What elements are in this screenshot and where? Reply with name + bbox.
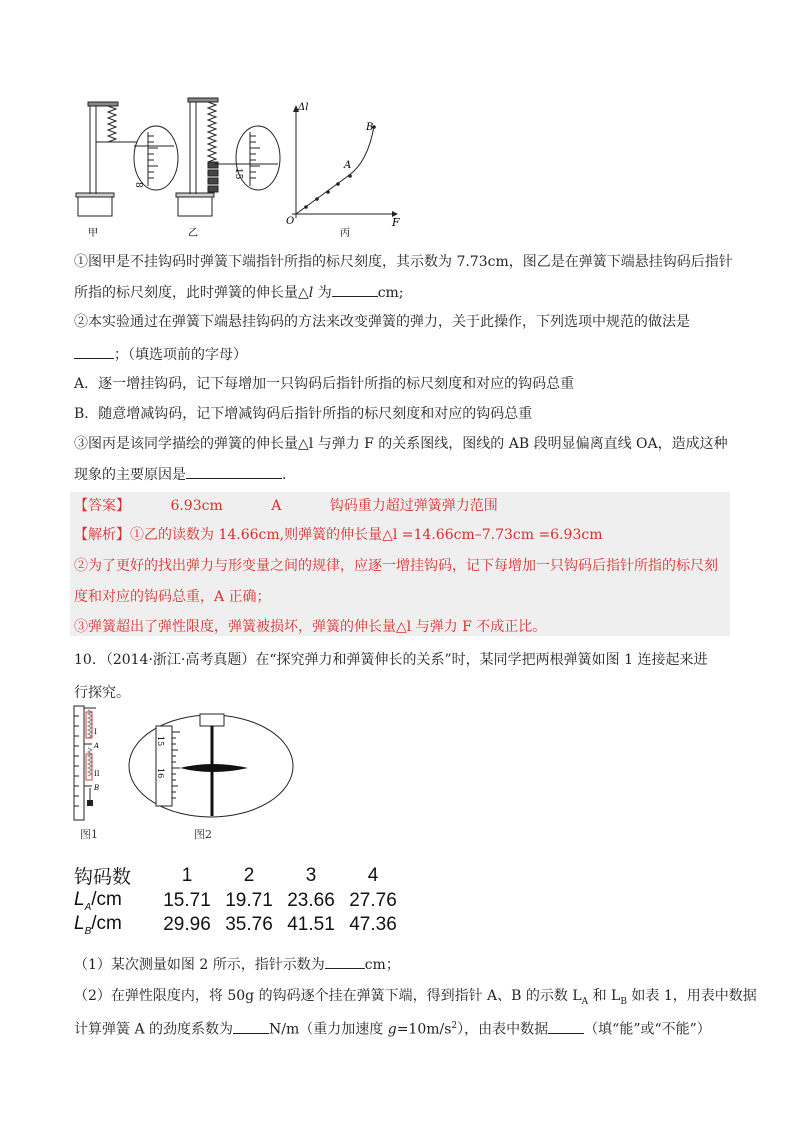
q9-line1: ①图甲是不挂钩码时弹簧下端指针所指的标尺刻度，其示数为 7.73cm，图乙是在弹簧下端悬挂钩码后指针 bbox=[74, 254, 733, 270]
blank-can-or-cannot[interactable] bbox=[548, 1019, 584, 1034]
figure-spring-apparatus bbox=[74, 96, 414, 242]
data-table bbox=[74, 862, 404, 937]
svg-text:I: I bbox=[94, 728, 97, 736]
table-header-row bbox=[74, 862, 404, 889]
table-col: 2 bbox=[243, 864, 255, 886]
caption-jia: 甲 bbox=[88, 228, 98, 239]
svg-text:15: 15 bbox=[233, 168, 243, 180]
svg-text:8: 8 bbox=[133, 182, 143, 188]
fig2-caption: 图2 bbox=[194, 828, 212, 841]
q9-option-a: A．逐一增挂钩码，记下每增加一只钩码后指针所指的标尺刻度和对应的钩码总重 bbox=[74, 376, 575, 392]
q9-line6: 现象的主要原因是 . bbox=[74, 464, 286, 485]
blank-option[interactable] bbox=[74, 344, 114, 359]
table-cell: 41.51 bbox=[287, 913, 335, 935]
svg-text:Δl: Δl bbox=[298, 102, 309, 113]
table-row bbox=[74, 913, 404, 937]
svg-text:II: II bbox=[94, 770, 100, 778]
svg-text:B: B bbox=[366, 122, 374, 133]
analysis-1: 【解析】①乙的读数为 14.66cm,则弹簧的伸长量△l =14.66cm–7.73cm =6.93cm bbox=[74, 527, 603, 543]
answer-line: 【答案】 6.93cm A 钩码重力超过弹簧弹力范围 bbox=[74, 498, 498, 514]
q9-line2: 所指的标尺刻度，此时弹簧的伸长量△l 为 cm; bbox=[74, 282, 404, 303]
svg-text:A: A bbox=[94, 742, 100, 750]
q9-option-b: B．随意增减钩码，记下增减钩码后指针所指的标尺刻度和对应的钩码总重 bbox=[74, 406, 533, 422]
svg-text:F: F bbox=[392, 216, 400, 229]
table-col: 1 bbox=[181, 864, 193, 886]
row-label-la: $L_A/cm$ bbox=[74, 889, 122, 913]
table-col: 3 bbox=[305, 864, 317, 886]
table-cell: 29.96 bbox=[163, 913, 211, 935]
magnifier-jia bbox=[133, 126, 178, 190]
blank-extension[interactable] bbox=[332, 282, 378, 297]
apparatus-yi bbox=[176, 98, 218, 216]
svg-text:A: A bbox=[344, 160, 352, 171]
table-cell: 19.71 bbox=[225, 889, 273, 911]
table-cell: 35.76 bbox=[225, 913, 273, 935]
graph-bing bbox=[286, 102, 400, 229]
analysis-2: ②为了更好的找出弹力与形变量之间的规律，应逐一增挂钩码，记下每增加一只钩码后指针所指的标尺刻 bbox=[74, 558, 718, 574]
q10-line1: 10．（2014·浙江·高考真题）在“探究弹力和弹簧伸长的关系”时，某同学把两根弹簧如图 1 连接起来进 bbox=[74, 652, 708, 668]
svg-text:B: B bbox=[94, 784, 100, 792]
caption-yi: 乙 bbox=[188, 228, 198, 239]
caption-bing: 丙 bbox=[340, 228, 350, 239]
blank-stiffness[interactable] bbox=[233, 1019, 269, 1034]
q10-sub1: （1）某次测量如图 2 所示，指针示数为 cm； bbox=[74, 954, 400, 975]
q9-line3: ②本实验通过在弹簧下端悬挂钩码的方法来改变弹簧的弹力，关于此操作，下列选项中规范的做法是 bbox=[74, 314, 690, 330]
table-cell: 27.76 bbox=[349, 889, 397, 911]
q9-line4: ；（填选项前的字母） bbox=[74, 344, 247, 365]
table-cell: 47.36 bbox=[349, 913, 397, 935]
q10-sub2-line2: 计算弹簧 A 的劲度系数为 N/m（重力加速度 $g=10m/s^2$），由表中数据 （填“能”或“不能”） bbox=[74, 1016, 711, 1040]
svg-text:O: O bbox=[286, 216, 295, 227]
q10-sub2-line1: （2）在弹性限度内，将 50g 的钩码逐个挂在弹簧下端，得到指针 A、B 的示数 $L_A$ 和 $L_B$ 如表 1，用表中数据 bbox=[74, 988, 757, 1007]
fig1-caption: 图1 bbox=[80, 828, 98, 841]
figure-2 bbox=[126, 712, 296, 820]
q10-line2: 行探究。 bbox=[74, 685, 130, 701]
row-label-lb: $L_B/cm$ bbox=[74, 912, 122, 937]
blank-pointer-reading[interactable] bbox=[325, 954, 365, 969]
analysis-4: ③弹簧超出了弹性限度，弹簧被损坏，弹簧的伸长量△l 与弹力 F 不成正比。 bbox=[74, 619, 547, 635]
svg-text:15: 15 bbox=[156, 736, 165, 747]
figure-1 bbox=[70, 704, 110, 822]
table-cell: 23.66 bbox=[287, 889, 335, 911]
table-col: 4 bbox=[367, 864, 379, 886]
blank-reason[interactable] bbox=[186, 464, 282, 479]
analysis-3: 度和对应的钩码总重，A 正确； bbox=[74, 589, 271, 605]
table-cell: 15.71 bbox=[163, 889, 211, 911]
q9-line5: ③图丙是该同学描绘的弹簧的伸长量△l 与弹力 F 的关系图线，图线的 AB 段明显偏离直线 OA，造成这种 bbox=[74, 436, 728, 452]
svg-text:16: 16 bbox=[156, 768, 165, 779]
magnifier-yi bbox=[214, 126, 280, 190]
table-header-label: 钩码数 bbox=[74, 867, 132, 888]
table-row bbox=[74, 889, 404, 913]
